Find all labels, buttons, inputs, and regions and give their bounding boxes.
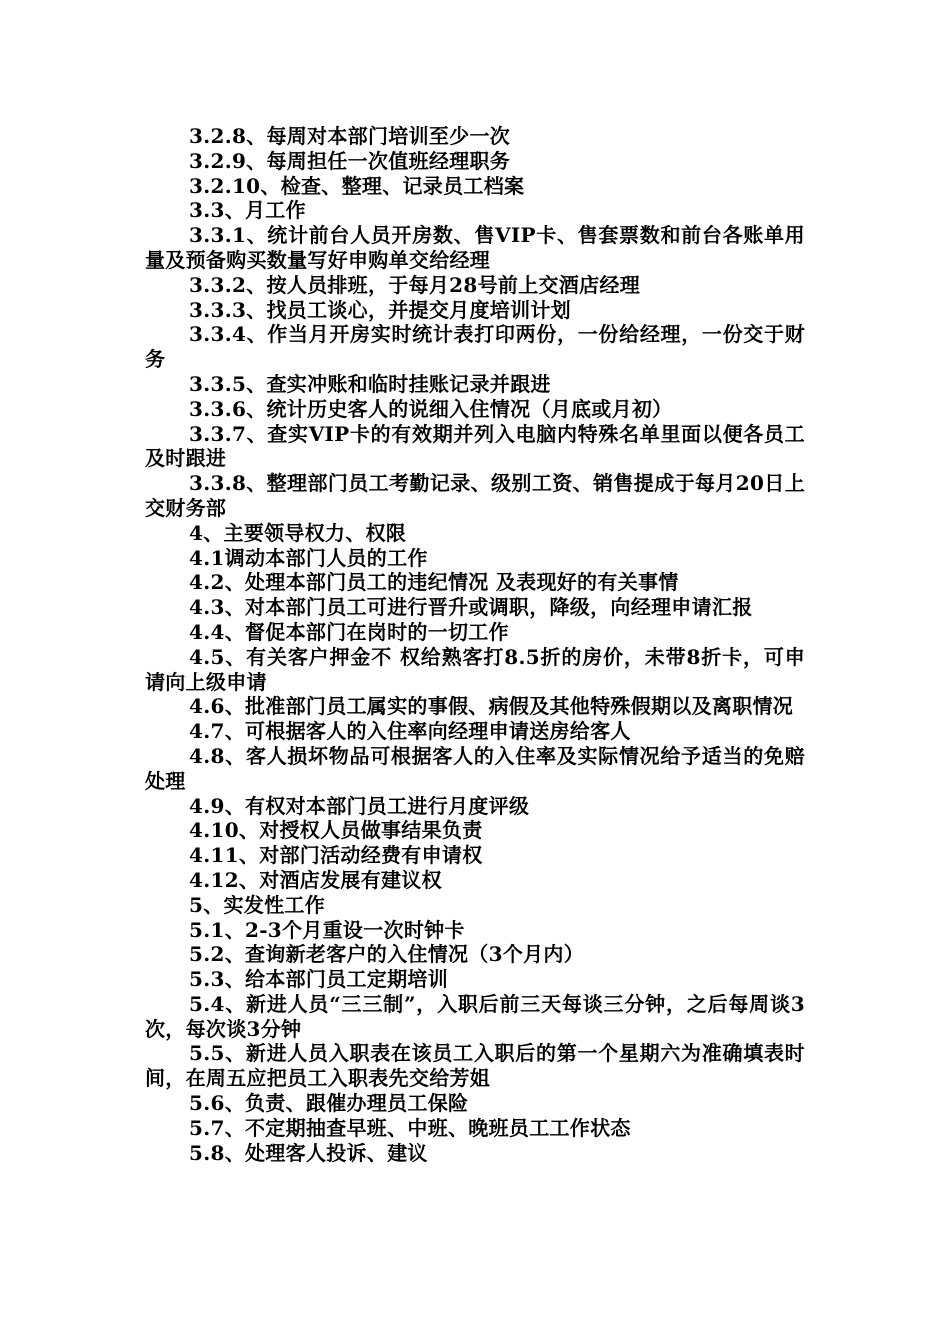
paragraph-4-7: 4.7、可根据客人的入住率向经理申请送房给客人 (189, 719, 631, 744)
paragraph-3-3-5: 3.3.5、查实冲账和临时挂账记录并跟进 (189, 371, 551, 396)
paragraph-3-3-6: 3.3.6、统计历史客人的说细入住情况（月底或月初） (189, 396, 673, 421)
paragraph-4-2: 4.2、处理本部门员工的违纪情况 及表现好的有关事情 (189, 570, 679, 595)
paragraph-5-8: 5.8、处理客人投诉、建议 (189, 1140, 428, 1165)
paragraph-5-2: 5.2、查询新老客户的入住情况（3个月内） (189, 942, 585, 967)
paragraph-5-5: 5.5、新进人员入职表在该员工入职后的第一个星期六为准确填表时间，在周五应把员工入职表先交给芳姐 (145, 1041, 805, 1091)
paragraph-5-3: 5.3、给本部门员工定期培训 (189, 967, 448, 992)
paragraph-3-3-4: 3.3.4、作当月开房实时统计表打印两份，一份给经理，一份交于财务 (145, 322, 805, 372)
paragraph-4-3: 4.3、对本部门员工可进行晋升或调职，降级，向经理申请汇报 (189, 595, 753, 620)
paragraph-5-7: 5.7、不定期抽查早班、中班、晚班员工工作状态 (189, 1115, 631, 1140)
paragraph-3-2-10: 3.2.10、检查、整理、记录员工档案 (189, 173, 525, 198)
paragraph-4-11: 4.11、对部门活动经费有申请权 (189, 843, 483, 868)
paragraph-3-2-8: 3.2.8、每周对本部门培训至少一次 (189, 124, 511, 148)
paragraph-4-4: 4.4、督促本部门在岗时的一切工作 (189, 619, 509, 644)
paragraph-4-10: 4.10、对授权人员做事结果负责 (189, 818, 483, 843)
section-heading-3-3: 3.3、月工作 (189, 198, 306, 223)
paragraph-3-3-1: 3.3.1、统计前台人员开房数、售VIP卡、售套票数和前台各账单用量及预备购买数量写好申购单交给经理 (145, 223, 805, 272)
document-body (145, 124, 805, 1165)
paragraph-5-6: 5.6、负责、跟催办理员工保险 (189, 1091, 469, 1116)
paragraph-3-3-7: 3.3.7、查实VIP卡的有效期并列入电脑内特殊名单里面以便各员工及时跟进 (145, 421, 805, 471)
paragraph-4-9: 4.9、有权对本部门员工进行月度评级 (189, 793, 530, 818)
paragraph-3-3-8: 3.3.8、整理部门员工考勤记录、级别工资、销售提成于每月20日上交财务部 (145, 471, 805, 520)
paragraph-3-2-9: 3.2.9、每周担任一次值班经理职务 (189, 148, 511, 173)
paragraph-4-5: 4.5、有关客户押金不 权给熟客打8.5折的房价，未带8折卡，可申请向上级申请 (145, 644, 805, 694)
paragraph-3-3-3: 3.3.3、找员工谈心，并提交月度培训计划 (189, 297, 571, 322)
paragraph-5-4: 5.4、新进人员“三三制”，入职后前三天每谈三分钟，之后每周谈3次，每次谈3分钟 (145, 991, 805, 1041)
paragraph-4-8: 4.8、客人损坏物品可根据客人的入住率及实际情况给予适当的免赔处理 (145, 743, 805, 793)
section-heading-5: 5、实发性工作 (189, 892, 326, 917)
paragraph-4-1: 4.1调动本部门人员的工作 (189, 545, 428, 570)
paragraph-5-1: 5.1、2-3个月重设一次时钟卡 (189, 917, 465, 942)
section-heading-4: 4、主要领导权力、权限 (189, 520, 407, 545)
paragraph-3-3-2: 3.3.2、按人员排班，于每月28号前上交酒店经理 (189, 272, 641, 297)
paragraph-4-12: 4.12、对酒店发展有建议权 (189, 867, 442, 892)
paragraph-4-6: 4.6、批准部门员工属实的事假、病假及其他特殊假期以及离职情况 (189, 694, 794, 719)
